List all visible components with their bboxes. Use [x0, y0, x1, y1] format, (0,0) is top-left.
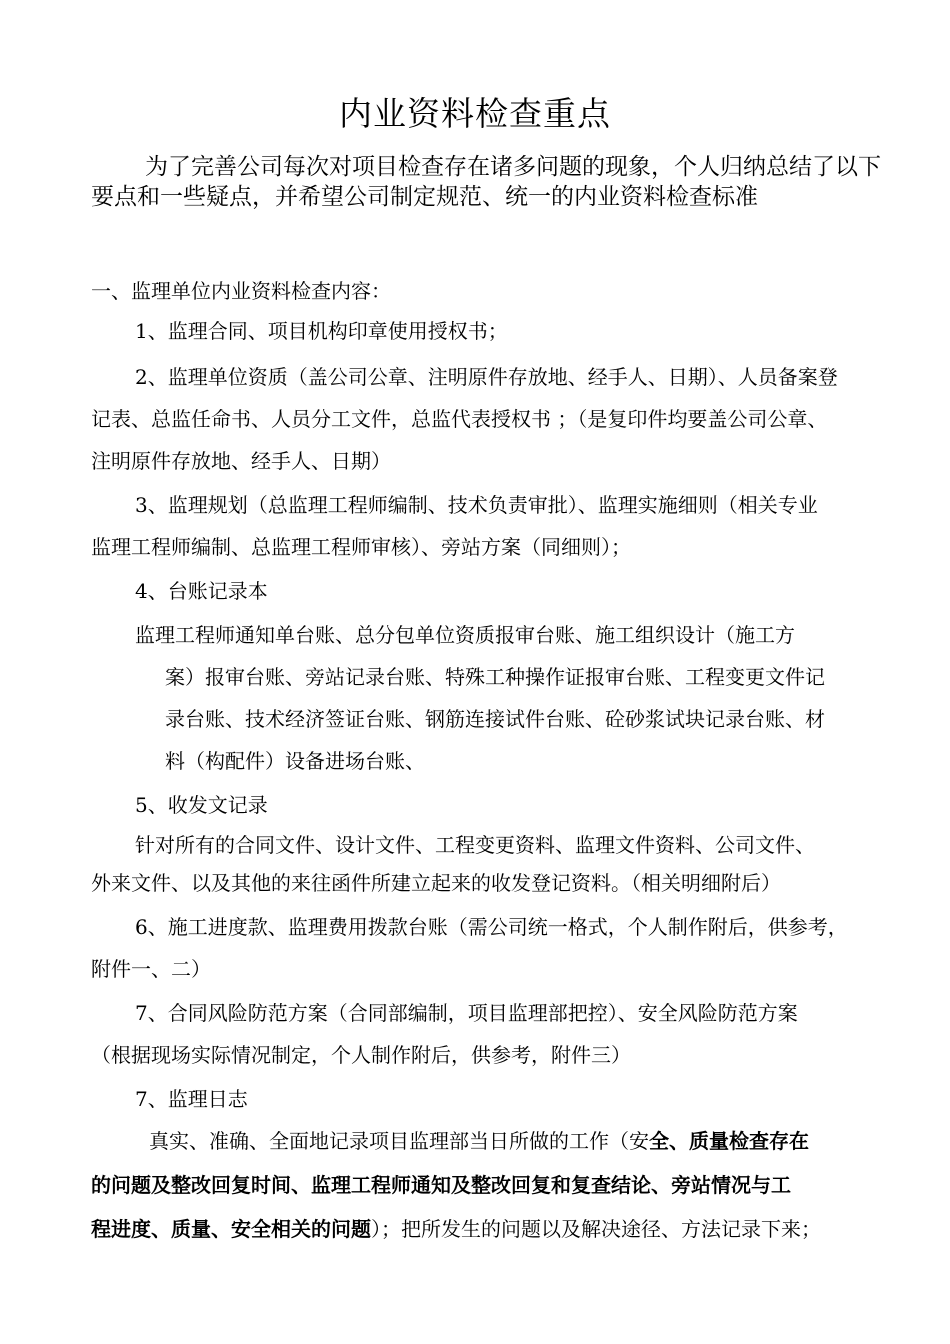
- log-text-normal: ）；把所发生的问题以及解决途径、方法记录下来；: [371, 1217, 821, 1241]
- item-4-line-1: 监理工程师通知单台账、总分包单位资质报审台账、施工组织设计（施工方: [135, 623, 795, 647]
- item-4-line-2: 案）报审台账、旁站记录台账、特殊工种操作证报审台账、工程变更文件记: [165, 665, 825, 689]
- item-2-line-2: 记表、总监任命书、人员分工文件，总监代表授权书 ；（是复印件均要盖公司公章、: [91, 407, 828, 431]
- item-5-line-1: 针对所有的合同文件、设计文件、工程变更资料、监理文件资料、公司文件、: [135, 833, 815, 857]
- item-3-line-1: 3、监理规划（总监理工程师编制、技术负责审批）、监理实施细则（相关专业: [135, 493, 818, 517]
- item-7-log-line-1: [149, 1127, 809, 1155]
- document-title: 内业资料检查重点: [339, 94, 611, 133]
- item-7-log-line-2: 的问题及整改回复时间、监理工程师通知及整改回复和复查结论、旁站情况与工: [91, 1173, 791, 1197]
- item-4-line-4: 料（构配件）设备进场台账、: [165, 749, 425, 773]
- intro-paragraph: 为了完善公司每次对项目检查存在诸多问题的现象，个人归纳总结了以下要点和一些疑点，并希望公司制定规范、统一的内业资料检查标准: [91, 154, 881, 210]
- item-4-line-3: 录台账、技术经济签证台账、钢筋连接试件台账、砼砂浆试块记录台账、材: [165, 707, 825, 731]
- item-7-risk-line-1: 7、合同风险防范方案（合同部编制，项目监理部把控）、安全风险防范方案: [135, 1001, 798, 1025]
- item-4-heading: 4、台账记录本: [135, 579, 268, 603]
- item-6-line-1: 6、施工进度款、监理费用拨款台账（需公司统一格式，个人制作附后，供参考，: [135, 915, 848, 939]
- item-5-line-2: 外来文件、以及其他的来往函件所建立起来的收发登记资料。（相关明细附后）: [91, 871, 781, 895]
- item-2-line-1: 2、监理单位资质（盖公司公章、注明原件存放地、经手人、日期）、人员备案登: [135, 365, 838, 389]
- item-6-line-2: 附件一、二）: [91, 957, 211, 981]
- log-text-bold: 全、质量检查存在: [649, 1129, 809, 1153]
- item-2-line-3: 注明原件存放地、经手人、日期）: [91, 449, 391, 473]
- log-text-normal: 真实、准确、全面地记录项目监理部当日所做的工作（安: [149, 1129, 649, 1153]
- item-7-log-heading: 7、监理日志: [135, 1087, 248, 1111]
- log-text-bold: 程进度、质量、安全相关的问题: [91, 1217, 371, 1241]
- item-7-risk-line-2: （根据现场实际情况制定，个人制作附后，供参考，附件三）: [91, 1043, 631, 1067]
- item-3-line-2: 监理工程师编制、总监理工程师审核）、旁站方案（同细则）；: [91, 535, 631, 559]
- item-7-log-line-3: [91, 1215, 821, 1243]
- item-5-heading: 5、收发文记录: [135, 793, 268, 817]
- item-1-text: 1、监理合同、项目机构印章使用授权书；: [135, 319, 508, 343]
- section-heading: 一、监理单位内业资料检查内容：: [91, 279, 391, 303]
